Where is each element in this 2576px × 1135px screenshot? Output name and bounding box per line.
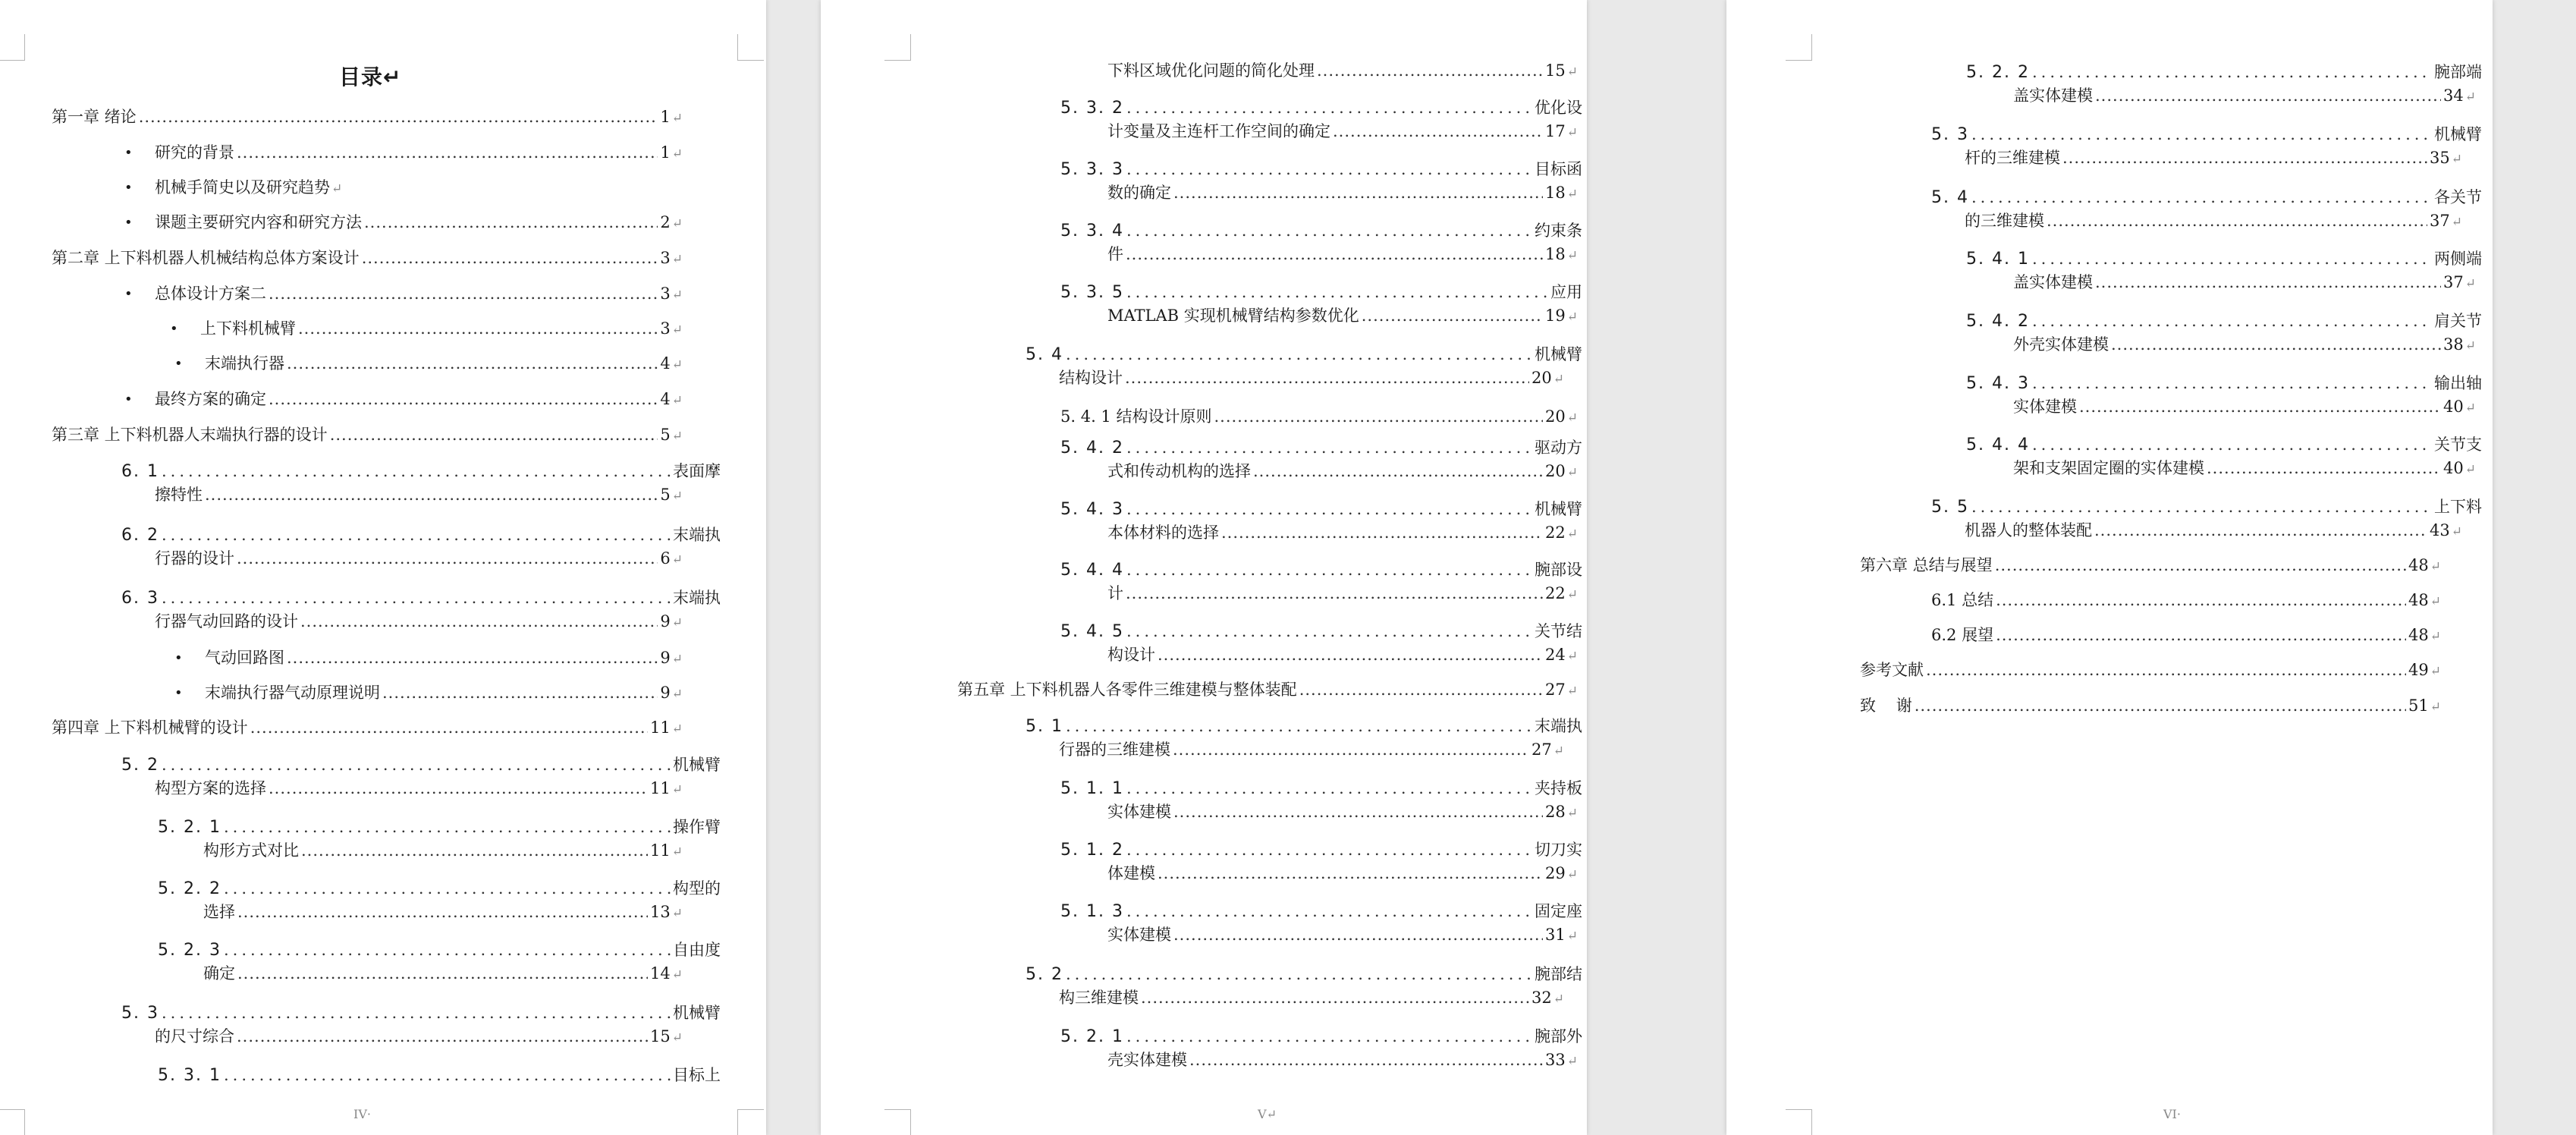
bullet-icon: •	[124, 286, 133, 302]
toc-entry-6-2[interactable]: 6. 2 ..... 末端执 行器的设计 ..... 6 ↵	[121, 523, 721, 572]
page-footer-number: V↵	[1258, 1107, 1277, 1121]
page-footer-number: VI·	[2163, 1107, 2181, 1121]
toc-entry-5-5-assembly[interactable]: 5. 5 ..... 上下料 机器人的整体装配 ..... 43 ↵	[1931, 495, 2482, 544]
toc-entry-research-content[interactable]: • 课题主要研究内容和研究方法 ..... 2 ↵	[155, 211, 683, 236]
toc-entry-5-2-wrist[interactable]: 5. 2 ..... 腕部结 构三维建模 ..... 32 ↵	[1026, 963, 1582, 1011]
toc-entry-6-2-outlook[interactable]: 6.2 展望 ..... 48 ↵	[1931, 624, 2441, 649]
toc-entry-5-2-3[interactable]: 5. 2. 3 ..... 自由度 确定 ..... 14 ↵	[158, 938, 721, 987]
toc-entry-5-1-1[interactable]: 5. 1. 1 ..... 夹持板 实体建模 ..... 28 ↵	[1060, 777, 1582, 825]
toc-entry-loading-arm[interactable]: • 上下料机械臂 ..... 3 ↵	[200, 317, 683, 342]
margin-mark-top-left	[884, 34, 911, 61]
margin-mark-top-left	[0, 34, 25, 61]
toc-entry-research-background[interactable]: • 研究的背景 ..... 1 ↵	[155, 141, 683, 166]
toc-entry-5-4-4[interactable]: 5. 4. 4 ..... 腕部设 计 ..... 22 ↵	[1060, 558, 1582, 607]
toc-entry-final-plan[interactable]: • 最终方案的确定 ..... 4 ↵	[155, 388, 683, 413]
margin-mark-bottom-right	[737, 1109, 764, 1135]
bullet-icon: •	[124, 145, 133, 161]
bullet-icon: •	[124, 180, 133, 196]
toc-entry-5-3-5[interactable]: 5. 3. 5 ..... 应用 MATLAB 实现机械臂结构参数优化 ..... 19 ↵	[1060, 281, 1582, 329]
margin-mark-top-left	[1786, 34, 1812, 61]
toc-entry-6-3[interactable]: 6. 3 ..... 末端执 行器气动回路的设计 ..... 9 ↵	[121, 586, 721, 635]
toc-entry-5-2-2-wrist-cap[interactable]: 5. 2. 2 ..... 腕部端 盖实体建模 ..... 34 ↵	[1966, 61, 2482, 109]
toc-page-2	[821, 0, 1587, 1135]
bullet-icon: •	[124, 391, 133, 407]
toc-entry-5-3-4[interactable]: 5. 3. 4 ..... 约束条 件 ..... 18 ↵	[1060, 219, 1582, 268]
toc-entry-5-2-2[interactable]: 5. 2. 2 ..... 构型的 选择 ..... 13 ↵	[158, 877, 721, 926]
bullet-icon: •	[174, 650, 183, 666]
toc-entry-chapter-4[interactable]: 第四章 上下料机械臂的设计 ..... 11 ↵	[52, 716, 683, 741]
page-footer-number: IV·	[353, 1107, 371, 1121]
toc-entry-chapter-6[interactable]: 第六章 总结与展望 ..... 48 ↵	[1860, 554, 2441, 579]
toc-entry-5-2[interactable]: 5. 2 ..... 机械臂 构型方案的选择 ..... 11 ↵	[121, 753, 721, 802]
toc-entry-5-3[interactable]: 5. 3 ..... 机械臂 的尺寸综合 ..... 15 ↵	[121, 1001, 721, 1050]
toc-entry-chapter-3[interactable]: 第三章 上下料机器人末端执行器的设计 ..... 5 ↵	[52, 423, 683, 448]
toc-entry-pneumatic-circuit-diagram[interactable]: • 气动回路图 ..... 9 ↵	[205, 646, 683, 671]
toc-entry-5-3-arm-modeling[interactable]: 5. 3 ..... 机械臂 杆的三维建模 ..... 35 ↵	[1931, 123, 2482, 171]
toc-entry-references[interactable]: 参考文献 ..... 49 ↵	[1860, 659, 2441, 684]
toc-entry-chapter-2[interactable]: 第二章 上下料机器人机械结构总体方案设计 ..... 3 ↵	[52, 247, 683, 272]
toc-entry-overall-design-plan[interactable]: • 总体设计方案二 ..... 3 ↵	[155, 282, 683, 307]
toc-entry-5-1-3[interactable]: 5. 1. 3 ..... 固定座 实体建模 ..... 31 ↵	[1060, 900, 1582, 948]
toc-entry-5-3-2[interactable]: 5. 3. 2 ..... 优化设 计变量及主连杆工作空间的确定 ..... 17 ↵	[1060, 96, 1582, 145]
toc-entry-pneumatic-principle[interactable]: • 末端执行器气动原理说明 ..... 9 ↵	[205, 681, 683, 706]
toc-entry-acknowledgements[interactable]: 致 谢 ..... 51 ↵	[1860, 694, 2441, 719]
toc-entry-chapter-5[interactable]: 第五章 上下料机器人各零件三维建模与整体装配 ..... 27 ↵	[957, 678, 1578, 703]
toc-entry-5-4-3[interactable]: 5. 4. 3 ..... 机械臂 本体材料的选择 ..... 22 ↵	[1060, 498, 1582, 546]
bullet-icon: •	[124, 215, 133, 231]
toc-entry-5-2-1-wrist-shell[interactable]: 5. 2. 1 ..... 腕部外 壳实体建模 ..... 33 ↵	[1060, 1025, 1582, 1074]
toc-entry-5-1-2[interactable]: 5. 1. 2 ..... 切刀实 体建模 ..... 29 ↵	[1060, 838, 1582, 887]
toc-entry-5-4-5[interactable]: 5. 4. 5 ..... 关节结 构设计 ..... 24 ↵	[1060, 620, 1582, 668]
toc-title: 目录↵	[339, 64, 402, 90]
toc-entry-5-2-1[interactable]: 5. 2. 1 ..... 操作臂 构形方式对比 ..... 11 ↵	[158, 816, 721, 864]
toc-entry-5-4-3-output-shaft[interactable]: 5. 4. 3 ..... 输出轴 实体建模 ..... 40 ↵	[1966, 372, 2482, 420]
toc-entry-5-4-1[interactable]: 5. 4. 1 结构设计原则 ..... 20 ↵	[1060, 405, 1578, 430]
toc-entry-5-1[interactable]: 5. 1 ..... 末端执 行器的三维建模 ..... 27 ↵	[1026, 715, 1582, 763]
toc-entry-5-3-1-continued[interactable]: 下料区域优化问题的简化处理 ..... 15 ↵	[1107, 59, 1578, 84]
margin-mark-bottom-left	[884, 1109, 911, 1135]
margin-mark-bottom-left	[1786, 1109, 1812, 1135]
toc-entry-manipulator-history[interactable]: • 机械手简史以及研究趋势 ↵	[155, 176, 683, 201]
toc-entry-5-4-1-side-caps[interactable]: 5. 4. 1 ..... 两侧端 盖实体建模 ..... 37 ↵	[1966, 247, 2482, 296]
toc-entry-5-4-2-shoulder-shell[interactable]: 5. 4. 2 ..... 肩关节 外壳实体建模 ..... 38 ↵	[1966, 310, 2482, 358]
toc-entry-chapter-1[interactable]: 第一章 绪论 ..... 1 ↵	[52, 105, 683, 130]
margin-mark-top-right	[737, 34, 764, 61]
margin-mark-bottom-left	[0, 1109, 25, 1135]
toc-page-3	[1726, 0, 2493, 1135]
bullet-icon: •	[170, 321, 178, 337]
toc-entry-6-1-summary[interactable]: 6.1 总结 ..... 48 ↵	[1931, 589, 2441, 614]
toc-entry-5-4-4-joint-bracket[interactable]: 5. 4. 4 ..... 关节支 架和支架固定圈的实体建模 ..... 40 ↵	[1966, 433, 2482, 482]
toc-entry-5-3-1[interactable]: 5. 3. 1 ..... 目标上	[158, 1064, 721, 1087]
toc-entry-5-4-joints-modeling[interactable]: 5. 4 ..... 各关节 的三维建模 ..... 37 ↵	[1931, 186, 2482, 234]
toc-entry-end-effector[interactable]: • 末端执行器 ..... 4 ↵	[205, 352, 683, 377]
toc-entry-6-1[interactable]: 6. 1 ..... 表面摩 擦特性 ..... 5 ↵	[121, 460, 721, 508]
toc-entry-5-4[interactable]: 5. 4 ..... 机械臂 结构设计 ..... 20 ↵	[1026, 343, 1582, 391]
toc-page-1	[0, 0, 766, 1135]
toc-entry-5-4-2[interactable]: 5. 4. 2 ..... 驱动方 式和传动机构的选择 ..... 20 ↵	[1060, 436, 1582, 485]
bullet-icon: •	[174, 356, 183, 372]
bullet-icon: •	[174, 685, 183, 701]
toc-entry-5-3-3[interactable]: 5. 3. 3 ..... 目标函 数的确定 ..... 18 ↵	[1060, 158, 1582, 206]
